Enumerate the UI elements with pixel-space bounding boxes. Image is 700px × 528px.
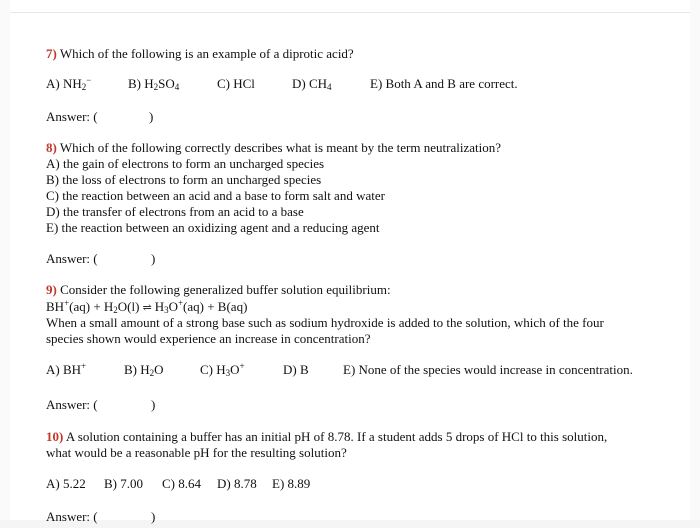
q10-answer-label: Answer: ( — [46, 509, 98, 524]
q9-answer-label: Answer: ( — [46, 397, 98, 412]
question-9-text: Consider the following generalized buffer solution equilibrium: — [56, 282, 391, 297]
question-7-number: 7) — [46, 46, 57, 61]
q8-answer[interactable] — [46, 251, 98, 267]
q8-option-d[interactable]: D) the transfer of electrons from an acid to a base — [46, 204, 304, 219]
q10-option-d[interactable]: D) 8.78 — [217, 476, 257, 491]
q7-answer-label: Answer: ( — [46, 109, 98, 124]
q7-answer[interactable] — [46, 109, 98, 125]
q10-option-a[interactable]: A) 5.22 — [46, 476, 86, 491]
equilibrium-arrow-icon: ⇌ — [142, 302, 152, 314]
q7-option-e[interactable]: E) Both A and B are correct. — [370, 76, 518, 91]
q9-body-line-2: species shown would experience an increase in concentration? — [46, 331, 371, 346]
question-8-text: Which of the following correctly describes what is meant by the term neutralization? — [56, 140, 501, 155]
q10-option-b[interactable]: B) 7.00 — [104, 476, 143, 491]
question-8 — [46, 140, 501, 156]
q7-option-b[interactable]: B) $H_2SO_4$ — [128, 76, 180, 92]
q10-option-e[interactable]: E) 8.89 — [272, 476, 311, 491]
question-10-text-2: what would be a reasonable pH for the resulting solution? — [46, 445, 347, 460]
question-10 — [46, 429, 607, 445]
q7-option-c[interactable]: C) HCl — [217, 76, 255, 91]
q8-option-e[interactable]: E) the reaction between an oxidizing agent and a reducing agent — [46, 220, 380, 235]
q7-option-d[interactable]: D) $CH_4$ — [292, 76, 332, 92]
q8-option-c[interactable]: C) the reaction between an acid and a base to form salt and water — [46, 188, 385, 203]
question-7 — [46, 46, 354, 62]
q9-option-d[interactable]: D) B — [283, 362, 309, 377]
q9-option-b[interactable]: B) $H_2O$ — [124, 362, 164, 378]
q10-option-c[interactable]: C) 8.64 — [162, 476, 201, 491]
question-10-text: A solution containing a buffer has an initial pH of 8.78. If a student adds 5 drops of HCl to this solution, — [63, 429, 608, 444]
q7-answer-close: ) — [149, 109, 154, 124]
question-8-number: 8) — [46, 140, 57, 155]
q8-option-b[interactable]: B) the loss of electrons to form an uncharged species — [46, 172, 322, 187]
q9-option-a[interactable]: A) BH+ — [46, 361, 87, 377]
question-10-number: 10) — [46, 429, 64, 444]
q9-option-e[interactable]: E) None of the species would increase in concentration. — [343, 362, 633, 377]
q9-equilibrium-equation: $BH^+(aq) + H_2O(l)$ ⇌ $H_3O^+(aq) + B(aq)$ — [46, 298, 248, 315]
q9-answer[interactable] — [46, 397, 98, 413]
q9-body-line-1: When a small amount of a strong base such as sodium hydroxide is added to the solution, which of the four — [46, 315, 604, 330]
question-9-number: 9) — [46, 282, 57, 297]
q7-option-a[interactable]: A) $NH_2^-$ — [46, 75, 92, 92]
q9-answer-close: ) — [151, 397, 156, 412]
q8-option-a[interactable]: A) the gain of electrons to form an uncharged species — [46, 156, 325, 171]
q10-answer-close: ) — [151, 509, 156, 524]
q8-answer-close: ) — [151, 251, 156, 266]
q10-answer[interactable] — [46, 509, 98, 525]
q8-answer-label: Answer: ( — [46, 251, 98, 266]
question-7-text: Which of the following is an example of a diprotic acid? — [56, 46, 354, 61]
q9-option-c[interactable]: C) $H_3O^+$ — [200, 361, 245, 378]
question-9 — [46, 282, 391, 298]
